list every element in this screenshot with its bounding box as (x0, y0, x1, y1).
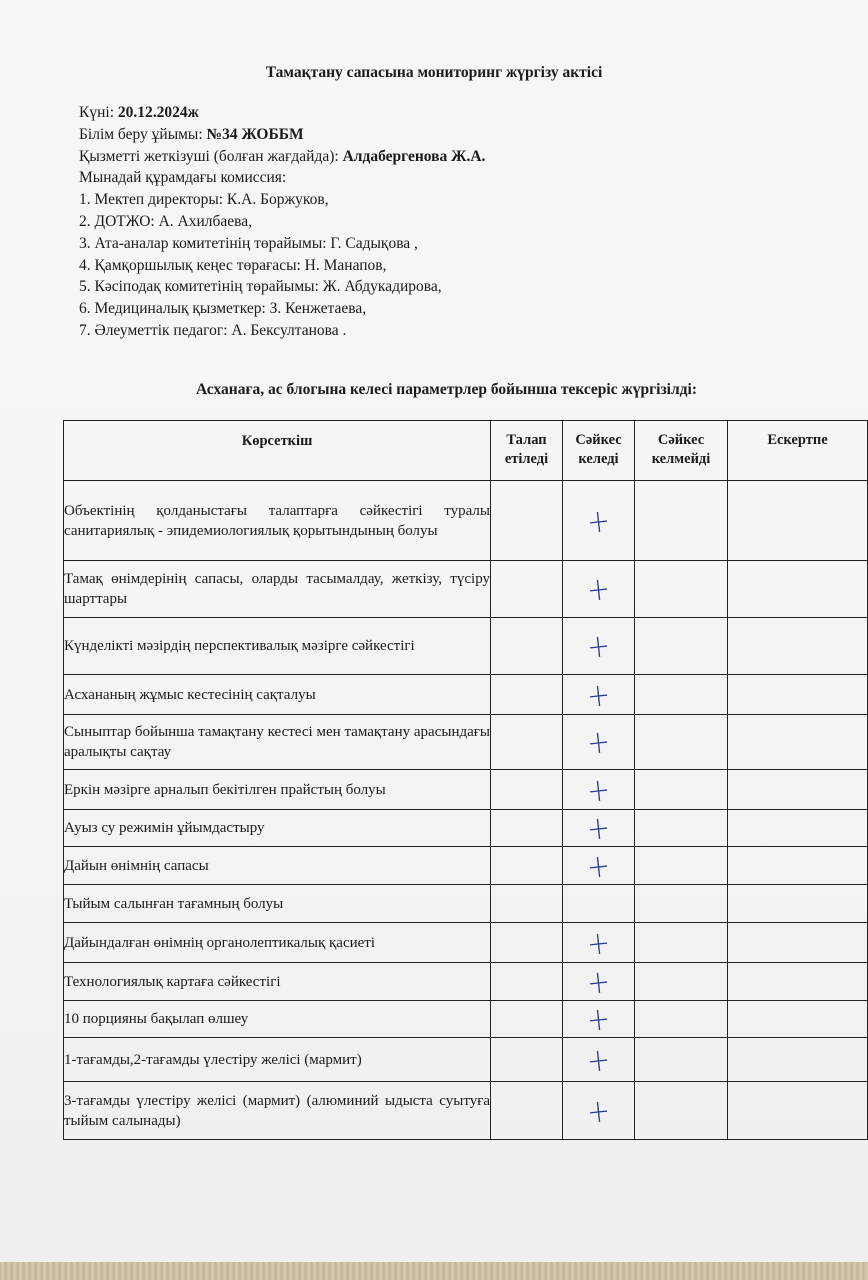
required-cell (491, 963, 563, 1001)
commission-member: 2. ДОТЖО: А. Ахилбаева, (79, 212, 253, 230)
table-row (64, 963, 868, 1001)
indicator-cell: Ауыз су режимін ұйымдастыру (64, 810, 491, 847)
date-line (79, 102, 485, 124)
date-value: 20.12.2024ж (117, 104, 199, 121)
note-cell (728, 1082, 868, 1140)
date-label: Күні: (79, 104, 118, 121)
handwritten-plus-mark: + (585, 568, 612, 610)
commission-list (79, 189, 485, 342)
not-complies-cell (635, 481, 728, 561)
note-cell (728, 770, 868, 810)
note-cell (728, 618, 868, 675)
provider-label: Қызметті жеткізуші (болған жағдайда): (79, 147, 343, 165)
required-cell (491, 561, 563, 618)
commission-member: 4. Қамқоршылық кеңес төрағасы: Н. Манапов, (79, 256, 387, 274)
not-complies-cell (635, 963, 728, 1001)
commission-member: 5. Кәсіподақ комитетінің төрайымы: Ж. Абдукадирова, (79, 278, 442, 296)
indicator-cell: Дайын өнімнің сапасы (64, 847, 491, 885)
indicator-cell: 10 порцияны бақылап өлшеу (64, 1001, 491, 1038)
table-header-row (64, 421, 868, 481)
handwritten-plus-mark: + (585, 625, 612, 667)
complies-cell (563, 998, 635, 1040)
header-required: Талап етіледі (491, 421, 563, 481)
header-indicator: Көрсеткіш (64, 421, 491, 481)
complies-cell (563, 618, 635, 675)
table-row (64, 481, 868, 561)
note-cell (728, 810, 868, 847)
complies-cell (563, 675, 635, 715)
handwritten-plus-mark: + (585, 1039, 612, 1080)
table-row (64, 675, 868, 715)
required-cell (491, 885, 563, 923)
complies-cell (563, 770, 635, 810)
complies-cell (563, 847, 635, 885)
indicator-cell: Күнделікті мәзірдің перспективалық мәзірге сәйкестігі (64, 618, 491, 675)
provider-value: Алдабергенова Ж.А. (342, 147, 486, 165)
complies-cell (563, 885, 635, 923)
not-complies-cell (635, 923, 728, 963)
not-complies-cell (635, 847, 728, 885)
note-cell (728, 481, 868, 561)
complies-cell (563, 715, 635, 770)
not-complies-cell (635, 770, 728, 810)
handwritten-plus-mark: + (585, 922, 612, 963)
note-cell (728, 715, 868, 770)
commission-intro: Мынадай құрамдағы комиссия: (79, 169, 287, 187)
table-row (64, 847, 868, 885)
handwritten-plus-mark: + (585, 845, 612, 886)
indicator-cell: Тыйым салынған тағамның болуы (64, 885, 491, 923)
handwritten-plus-mark: + (585, 674, 612, 715)
table-row (64, 923, 868, 963)
complies-cell (563, 963, 635, 1001)
not-complies-cell (635, 561, 728, 618)
table-row (64, 715, 868, 770)
complies-cell (563, 481, 635, 561)
indicator-cell: Объектінің қолданыстағы талаптарға сәйкестігі туралы санитариялық - эпидемиологиялық қорытындының болуы (64, 481, 491, 561)
required-cell (491, 770, 563, 810)
page-edge (0, 1262, 868, 1280)
handwritten-plus-mark: + (585, 500, 612, 541)
required-cell (491, 1038, 563, 1082)
header-note: Ескертпе (728, 421, 868, 481)
provider-line (79, 146, 485, 168)
commission-member: 1. Мектеп директоры: К.А. Боржуков, (79, 191, 329, 209)
note-cell (728, 1038, 868, 1082)
required-cell (491, 481, 563, 561)
handwritten-plus-mark: + (585, 961, 612, 1002)
complies-cell (563, 923, 635, 963)
commission-member: 3. Ата-аналар комитетінің төрайымы: Г. Садықова , (79, 234, 418, 252)
table-row (64, 1038, 868, 1082)
indicator-cell: Дайындалған өнімнің органолептикалық қасиеті (64, 923, 491, 963)
indicator-cell: 3-тағамды үлестіру желісі (мармит) (алюминий ыдыста суытуға тыйым салынады) (64, 1082, 491, 1140)
table-row (64, 1001, 868, 1038)
organization-label: Білім беру ұйымы: (79, 125, 207, 143)
handwritten-plus-mark: + (585, 807, 612, 849)
not-complies-cell (635, 618, 728, 675)
complies-cell (563, 807, 635, 849)
note-cell (728, 1001, 868, 1038)
required-cell (491, 923, 563, 963)
required-cell (491, 675, 563, 715)
table-row (64, 1082, 868, 1140)
act-details (79, 102, 485, 342)
table-row (64, 618, 868, 675)
not-complies-cell (635, 810, 728, 847)
note-cell (728, 963, 868, 1001)
required-cell (491, 1001, 563, 1038)
table-row (64, 561, 868, 618)
note-cell (728, 561, 868, 618)
not-complies-cell (635, 715, 728, 770)
note-cell (728, 847, 868, 885)
complies-cell (563, 1082, 635, 1140)
document-title: Тамақтану сапасына мониторинг жүргізу актісі (265, 64, 603, 81)
organization-line (79, 124, 485, 146)
header-not-complies: Сәйкес келмейді (635, 421, 728, 481)
complies-cell (563, 561, 635, 618)
indicator-cell: Технологиялық картаға сәйкестігі (64, 963, 491, 1001)
handwritten-plus-mark: + (585, 1090, 612, 1131)
required-cell (491, 810, 563, 847)
note-cell (728, 675, 868, 715)
complies-cell (563, 1038, 635, 1082)
indicator-cell: 1-тағамды,2-тағамды үлестіру желісі (мармит) (64, 1038, 491, 1082)
table-row (64, 885, 868, 923)
organization-value: №34 ЖОББМ (206, 125, 304, 143)
indicator-cell: Асхананың жұмыс кестесінің сақталуы (64, 675, 491, 715)
handwritten-plus-mark: + (585, 769, 612, 810)
not-complies-cell (635, 1001, 728, 1038)
required-cell (491, 715, 563, 770)
not-complies-cell (635, 1038, 728, 1082)
section-title: Асханаға, ас блогына келесі параметрлер бойынша тексеріс жүргізілді: (196, 381, 697, 398)
commission-member: 7. Әлеуметтік педагог: А. Бексултанова . (79, 321, 347, 339)
commission-member: 6. Медициналық қызметкер: З. Кенжетаева, (79, 300, 367, 318)
required-cell (491, 618, 563, 675)
handwritten-plus-mark: + (585, 721, 612, 763)
note-cell (728, 885, 868, 923)
required-cell (491, 1082, 563, 1140)
indicator-cell: Тамақ өнімдерінің сапасы, оларды тасымалдау, жеткізу, түсіру шарттары (64, 561, 491, 618)
handwritten-plus-mark: + (585, 998, 612, 1040)
not-complies-cell (635, 675, 728, 715)
indicator-cell: Еркін мәзірге арналып бекітілген прайстың болуы (64, 770, 491, 810)
inspection-table (63, 420, 868, 1140)
note-cell (728, 923, 868, 963)
table-row (64, 810, 868, 847)
table-row (64, 770, 868, 810)
header-complies: Сәйкес келеді (563, 421, 635, 481)
indicator-cell: Сыныптар бойынша тамақтану кестесі мен тамақтану арасындағы аралықты сақтау (64, 715, 491, 770)
not-complies-cell (635, 1082, 728, 1140)
required-cell (491, 847, 563, 885)
not-complies-cell (635, 885, 728, 923)
